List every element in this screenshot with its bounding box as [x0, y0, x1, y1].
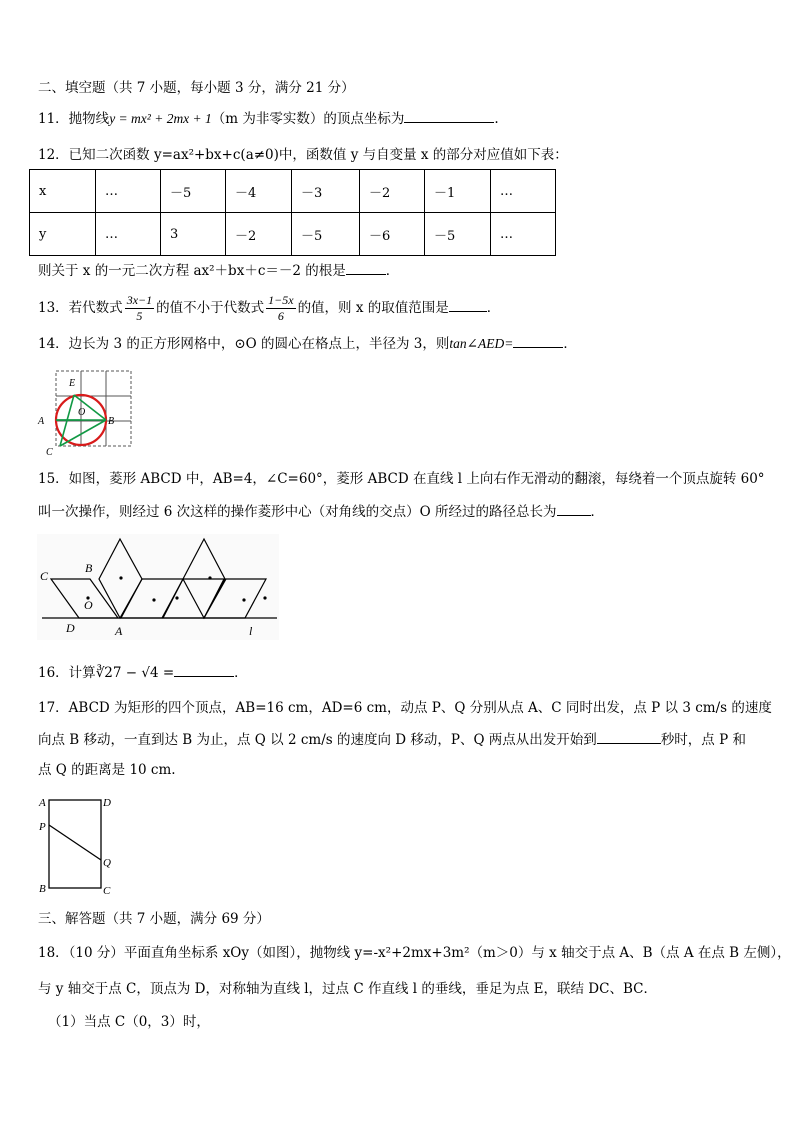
q12-stem: 12．已知二次函数 y=ax²+bx+c(a≠0)中，函数值 y 与自变量 x 的部分对应值如下表： — [38, 147, 568, 163]
fraction-denominator: 6 — [277, 309, 284, 323]
q16-answer-blank[interactable] — [174, 662, 234, 677]
table-cell: －2 — [226, 213, 292, 256]
q18-line-1: 18．（10 分）平面直角坐标系 xOy（如图），抛物线 y=-x²+2mx+3m²（m＞0）与 x 轴交于点 A、B（点 A 在点 B 左侧）， — [38, 945, 791, 961]
table-row — [30, 213, 556, 256]
q13-mid: 的值不小于代数式 — [156, 300, 265, 316]
q18-sub-1: （1）当点 C（0，3）时， — [48, 1014, 210, 1030]
q17-line-2 — [38, 729, 746, 750]
q15-line-1: 15．如图，菱形 ABCD 中，AB=4，∠C=60°，菱形 ABCD 在直线 l 上向右作无滑动的翻滚，每绕着一个顶点旋转 60° — [38, 471, 765, 487]
table-cell: －5 — [292, 213, 360, 256]
q13-end: ． — [486, 300, 501, 316]
label-c: C — [46, 447, 53, 458]
table-cell: －6 — [360, 213, 425, 256]
label-c: C — [103, 885, 111, 897]
q15-answer-blank[interactable] — [557, 501, 591, 516]
q17-rectangle-figure — [37, 792, 127, 898]
q15-rhombus-figure — [37, 534, 279, 640]
label-b: B — [39, 883, 46, 895]
table-cell: … — [96, 170, 161, 213]
table-cell: －5 — [425, 213, 491, 256]
q13-suffix: 的值，则 x 的取值范围是 — [297, 300, 449, 316]
q13-fraction-2 — [266, 293, 295, 324]
label-b: B — [108, 416, 115, 427]
label-d: D — [103, 797, 111, 809]
table-cell: －5 — [161, 170, 226, 213]
label-d: D — [66, 621, 75, 635]
label-c: C — [40, 569, 49, 583]
fraction-numerator: 3x−1 — [126, 293, 153, 307]
q14-answer-blank[interactable] — [513, 333, 563, 348]
label-e: E — [69, 378, 76, 389]
table-cell: －4 — [226, 170, 292, 213]
q13-answer-blank[interactable] — [449, 297, 487, 312]
label-q: Q — [103, 857, 111, 869]
q13-prefix: 13．若代数式 — [38, 300, 123, 316]
label-l: l — [249, 624, 253, 638]
q12-end: ． — [385, 263, 400, 279]
q11-suffix: （m 为非零实数）的顶点坐标为 — [211, 111, 405, 127]
q11-answer-blank[interactable] — [404, 108, 494, 123]
question-11 — [38, 108, 499, 129]
q17-line-1: 17．ABCD 为矩形的四个顶点，AB=16 cm，AD=6 cm，动点 P、Q 分别从点 A、C 同时出发，点 P 以 3 cm/s 的速度 — [38, 700, 772, 716]
table-cell: 3 — [161, 213, 226, 256]
table-cell: x — [30, 170, 96, 213]
q11-prefix: 11．抛物线 — [38, 111, 110, 127]
q14-formula: tan∠AED= — [449, 336, 514, 351]
question-16 — [38, 662, 248, 683]
table-cell: －1 — [425, 170, 491, 213]
q15-end: ． — [590, 504, 605, 520]
q14-end: ． — [563, 336, 577, 352]
label-p: P — [39, 821, 46, 833]
q17-line-2-end: 秒时，点 P 和 — [660, 732, 746, 748]
table-cell: … — [96, 213, 161, 256]
q16-expression: ∛27 − √4 = — [95, 665, 175, 681]
q11-formula: y = mx² + 2mx + 1 — [109, 111, 212, 126]
table-cell: －2 — [360, 170, 425, 213]
q16-end: ． — [234, 665, 248, 681]
section-3-header: 三、解答题（共 7 小题，满分 69 分） — [38, 911, 270, 927]
q17-line-2-text: 向点 B 移动，一直到达 B 为止，点 Q 以 2 cm/s 的速度向 D 移动，P、Q 两点从出发开始到 — [38, 732, 597, 748]
table-cell: … — [491, 213, 556, 256]
q11-end: . — [494, 111, 499, 127]
table-cell: … — [491, 170, 556, 213]
q13-fraction-1 — [125, 293, 154, 324]
q15-line-2-text: 叫一次操作，则经过 6 次这样的操作菱形中心（对角线的交点）O 所经过的路径总长为 — [38, 504, 557, 520]
q18-line-2: 与 y 轴交于点 C，顶点为 D，对称轴为直线 l，过点 C 作直线 l 的垂线，垂足为点 E，联结 DC、BC． — [38, 981, 657, 997]
table-cell: y — [30, 213, 96, 256]
q12-value-table — [29, 169, 556, 256]
q16-prefix: 16．计算 — [38, 665, 96, 681]
table-cell: －3 — [292, 170, 360, 213]
fraction-denominator: 5 — [136, 309, 143, 323]
q12-question — [38, 260, 399, 281]
question-13 — [38, 289, 500, 327]
q14-grid-circle-figure — [36, 366, 136, 458]
label-a: A — [39, 797, 46, 809]
label-a: A — [115, 624, 123, 638]
label-a: A — [38, 416, 45, 427]
table-row — [30, 170, 556, 213]
q17-line-3: 点 Q 的距离是 10 cm. — [38, 762, 176, 778]
q15-line-2 — [38, 501, 604, 522]
label-o: O — [78, 407, 86, 418]
section-2-header: 二、填空题（共 7 小题，每小题 3 分，满分 21 分） — [38, 80, 355, 96]
q12-answer-blank[interactable] — [346, 260, 386, 275]
q17-answer-blank[interactable] — [597, 729, 661, 744]
fraction-numerator: 1−5x — [268, 293, 294, 307]
label-b: B — [85, 561, 93, 575]
label-o: O — [84, 598, 93, 612]
q14-text: 14．边长为 3 的正方形网格中，⊙O 的圆心在格点上，半径为 3，则 — [38, 336, 450, 352]
question-14 — [38, 333, 577, 354]
q12-after-text: 则关于 x 的一元二次方程 ax²＋bx＋c＝－2 的根是 — [38, 263, 346, 279]
